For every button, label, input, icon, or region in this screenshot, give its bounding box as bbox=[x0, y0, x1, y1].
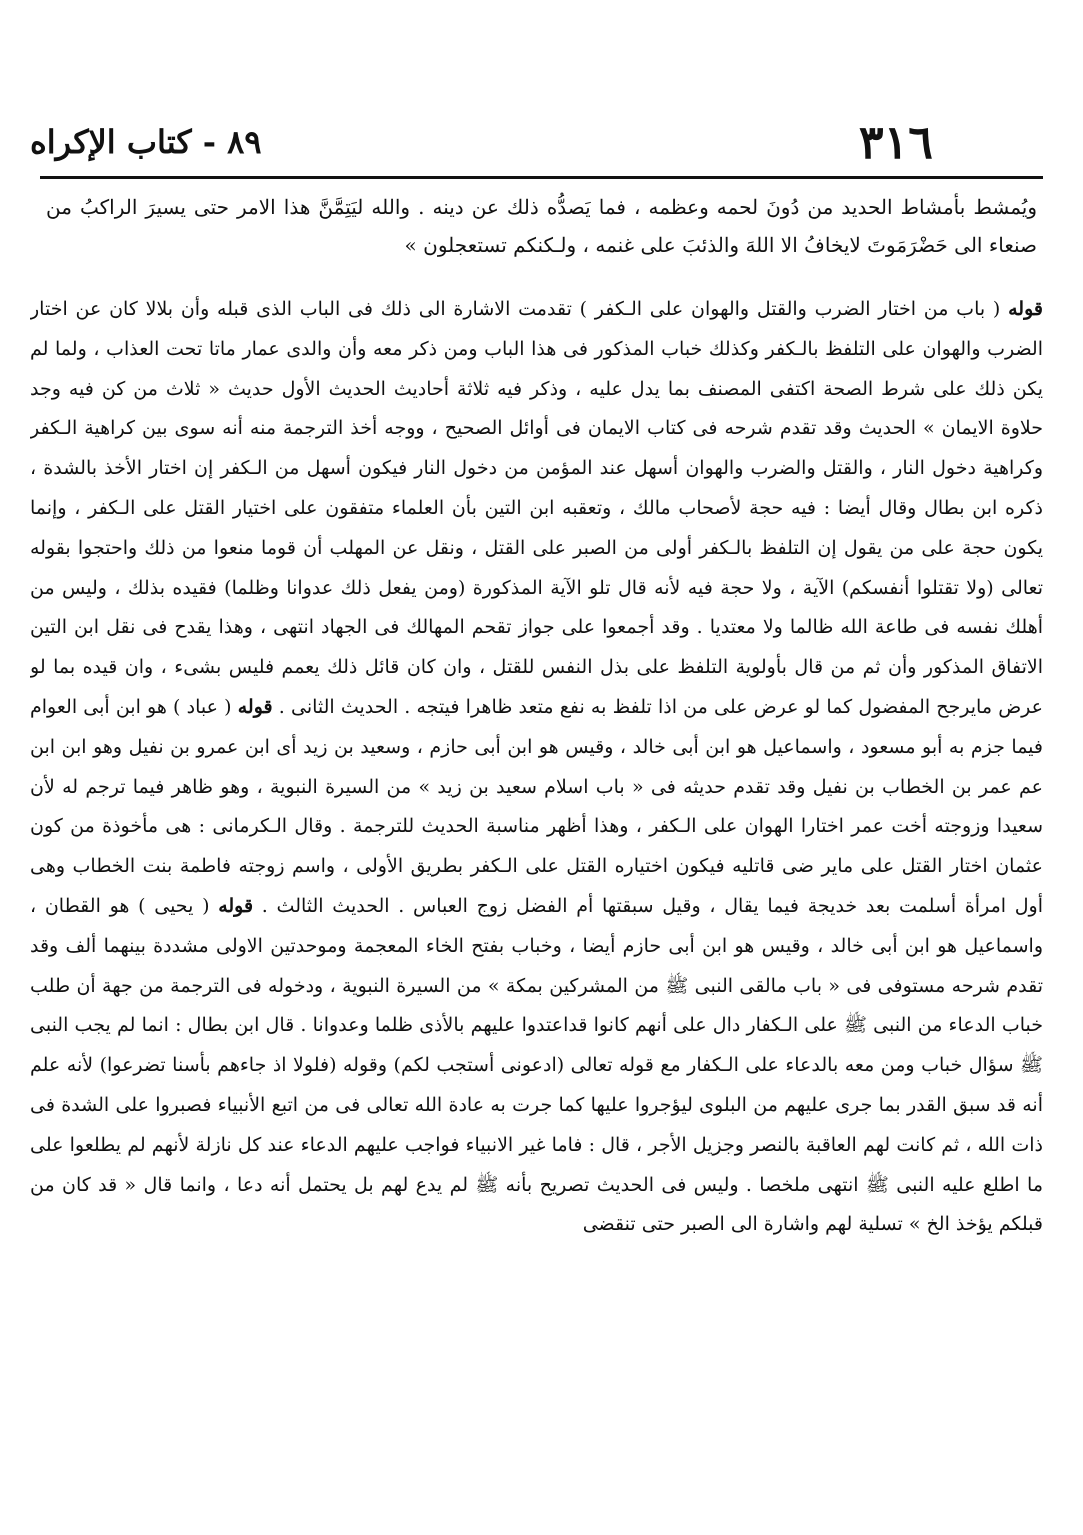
running-title: ٨٩ - كتاب الإكراه bbox=[30, 123, 262, 161]
page-number: ٣١٦ bbox=[858, 115, 933, 169]
hadith-quote: ويُمشط بأمشاط الحديد من دُونَ لحمه وعظمه ، فما يَصدُّه ذلك عن دينه . والله ليَتِمَّنَّ هذا الامر حتى يسيرَ الراكبُ من صنعاء الى حَضْرَمَوتَ لايخافُ الا اللهَ والذئبَ على غنمه ، ولـكنكم تستعجلون » bbox=[46, 195, 1037, 257]
qawluhu-marker: قوله bbox=[1008, 298, 1043, 320]
header-rule bbox=[40, 176, 1043, 179]
commentary-paragraph-3: ( يحيى ) هو القطان ، واسماعيل هو ابن أبى خالد ، وقيس هو ابن أبى حازم أيضا ، وخباب بفتح الخاء المعجمة وموحدتين الاولى مشددة بينهما ألف وقد تقدم شرحه مستوفى فى « باب مالقى النبى ﷺ من المشركين بمكة » من السيرة النبوية ، ودخوله فى الترجمة من جهة أن طلب خباب الدعاء من النبى ﷺ على الـكفار دال على أنهم كانوا قداعتدوا عليهم بالأذى ظلما وعدوانا . قال ابن بطال : انما لم يجب النبى ﷺ سؤال خباب ومن معه بالدعاء على الـكفار مع قوله تعالى (ادعونى أستجب لكم) وقوله (فلولا اذ جاءهم بأسنا تضرعوا) لأنه علم أنه قد سبق القدر بما جرى عليهم من البلوى ليؤجروا عليها كما جرت به عادة الله تعالى فى من اتبع الأنبياء فصبروا على الشدة فى ذات الله ، ثم كانت لهم العاقبة بالنصر وجزيل الأجر ، قال : فاما غير الانبياء فواجب عليهم الدعاء عند كل نازلة لأنهم لم يطلعوا على ما اطلع عليه النبى ﷺ انتهى ملخصا . وليس فى الحديث تصريح بأنه ﷺ لم يدع لهم بل يحتمل أنه دعا ، وانما قال « قد كان من قبلكم يؤخذ الخ » تسلية لهم واشارة الى الصبر حتى تنقضى bbox=[30, 894, 1043, 1236]
qawluhu-marker: قوله bbox=[237, 695, 273, 718]
commentary-text bbox=[30, 290, 1043, 1245]
commentary-paragraph-1: ( باب من اختار الضرب والقتل والهوان على الـكفر ) تقدمت الاشارة الى ذلك فى الباب الذى قبله وأن بلالا كان عن اختار الضرب والهوان على التلفظ بالـكفر وكذلك خباب المذكور فى هذا الباب ومن ذكر معه وأن والدى عمار ماتا تحت العذاب ، ولما لم يكن ذلك على شرط الصحة اكتفى المصنف بما يدل عليه ، وذكر فيه ثلاثة أحاديث الحديث الأول حديث « ثلاث من كن فيه وجد حلاوة الايمان » الحديث وقد تقدم شرحه فى كتاب الايمان فى أوائل الصحيح ، ووجه أخذ الترجمة منه أنه سوى بين كراهية الـكفر وكراهية دخول النار ، والقتل والضرب والهوان أسهل عند المؤمن من دخول النار فيكون أسهل من الـكفر إن اختار الأخذ بالشدة ، ذكره ابن بطال وقال أيضا : فيه حجة لأصحاب مالك ، وتعقبه ابن التين بأن العلماء متفقون على اختيار القتل على الـكفر ، وإنما يكون حجة على من يقول إن التلفظ بالـكفر أولى من الصبر على القتل ، ونقل عن المهلب أن قوما منعوا من ذلك واحتجوا بقوله تعالى (ولا تقتلوا أنفسكم) الآية ، ولا حجة فيه لأنه قال تلو الآية المذكورة (ومن يفعل ذلك عدوانا وظلما) فقيده بذلك ، وليس من أهلك نفسه فى طاعة الله ظالما ولا معتديا . وقد أجمعوا على جواز تقحم المهالك فى الجهاد انتهى ، وهذا يقدح فى نقل ابن التين الاتفاق المذكور وأن ثم من قال بأولوية التلفظ على بذل النفس للقتل ، وان كان قائل ذلك يعمم فليس بشىء ، وان قيده بما لو عرض مايرجح المفضول كما لو عرض على من اذا تلفظ به نفع متعد ظاهرا فيتجه . الحديث الثانى . bbox=[30, 298, 1043, 718]
qawluhu-marker: قوله bbox=[218, 894, 254, 917]
page-header bbox=[30, 112, 933, 172]
commentary-body bbox=[30, 290, 1043, 1525]
commentary-paragraph-2: ( عباد ) هو ابن أبى العوام فيما جزم به أبو مسعود ، واسماعيل هو ابن أبى خالد ، وقيس هو ابن أبى حازم ، وسعيد بن زيد أى ابن عمرو بن نفيل وهو ابن ابن عم عمر بن الخطاب بن نفيل وقد تقدم حديثه فى « باب اسلام سعيد بن زيد » من السيرة النبوية ، وهو ظاهر فيما ترجم له لأن سعيدا وزوجته أخت عمر اختارا الهوان على الـكفر ، وهذا أظهر مناسبة الحديث للترجمة . وقال الـكرمانى : هى مأخوذة من كون عثمان اختار القتل على ماير ضى قاتليه فيكون اختياره القتل على الـكفر بطريق الأولى ، واسم زوجته فاطمة بنت الخطاب وهى أول امرأة أسلمت بعد خديجة فيما يقال ، وقيل سبقتها أم الفضل زوج العباس . الحديث الثالث . bbox=[30, 695, 1043, 917]
